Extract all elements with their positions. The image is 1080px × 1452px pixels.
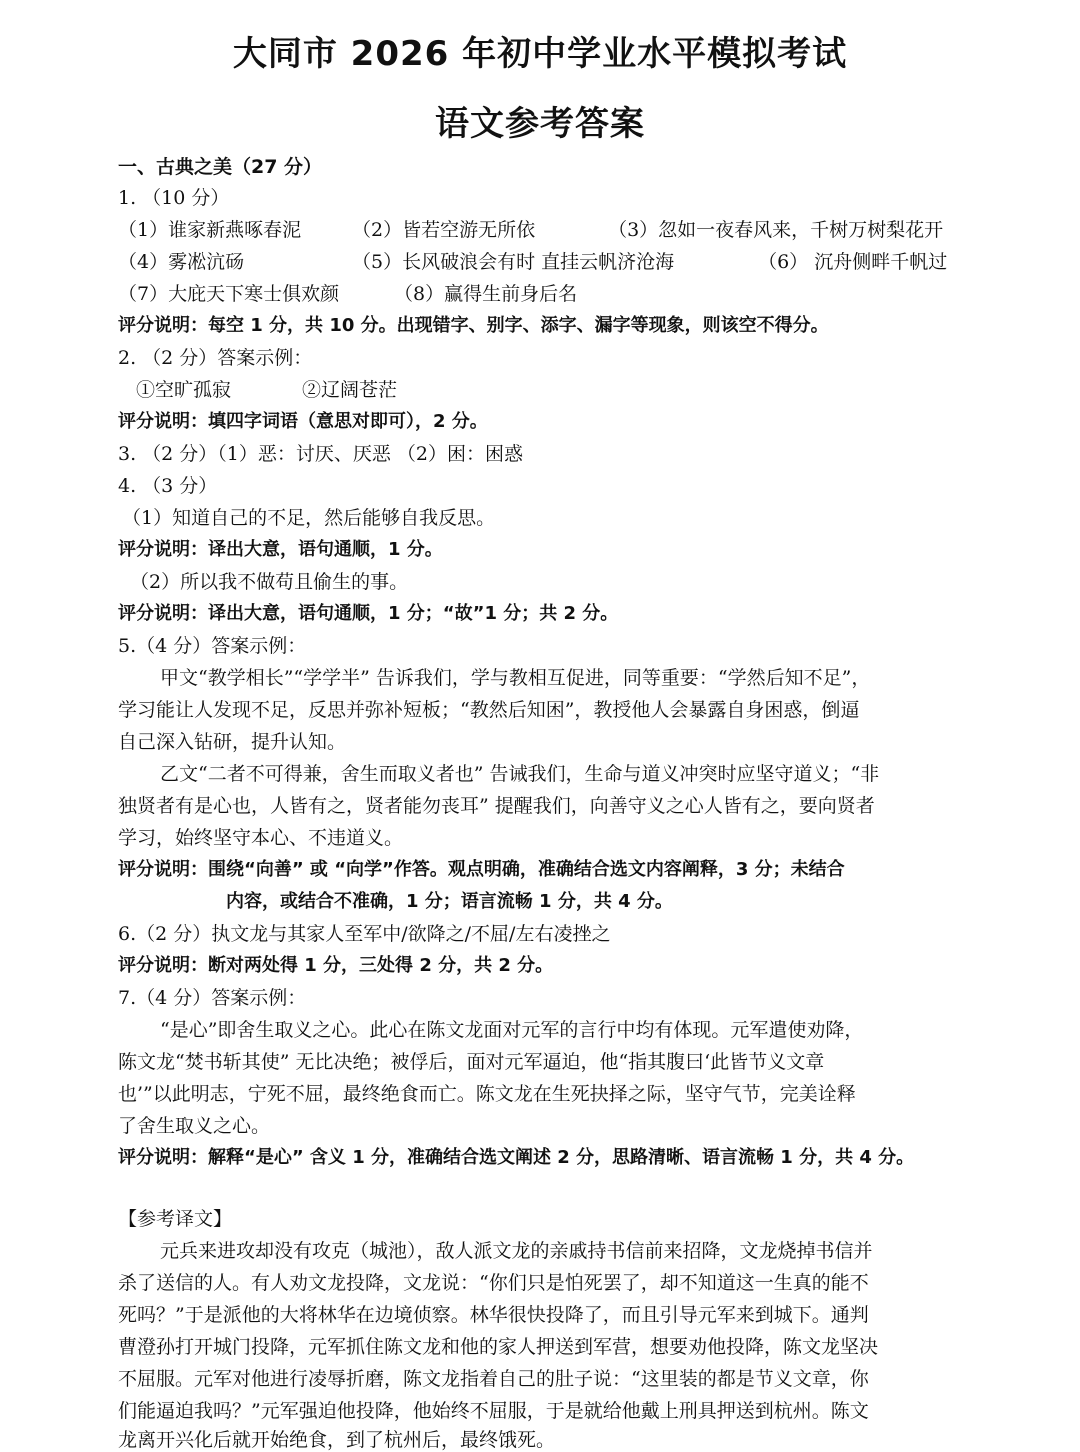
q1-row1 — [118, 218, 943, 242]
answer-6: （6） 沉舟侧畔千帆过 — [758, 251, 948, 273]
q5-p1-line1: 甲文“教学相长”“学学半” 告诉我们，学与教相互促进，同等重要：“学然后知不足”， — [160, 667, 871, 689]
q7-line1: “是心”即舍生取义之心。此心在陈文龙面对元军的言行中均有体现。元军遣使劝降， — [160, 1019, 864, 1041]
q5-p1-line2: 学习能让人发现不足，反思并弥补短板；“教然后知困”，教授他人会暴露自身困惑，倒逼 — [118, 699, 860, 721]
answer-5: （5）长风破浪会有时 直挂云帆济沧海 — [352, 251, 675, 273]
q4-answer-1: （1）知道自己的不足，然后能够自我反思。 — [122, 507, 496, 529]
q5-scoring-1: 评分说明：围绕“向善” 或 “向学”作答。观点明确，准确结合选文内容阐释，3 分；未结合 — [118, 859, 845, 880]
translation-line: 不屈服。元军对他进行凌辱折磨，陈文龙指着自己的肚子说：“这里装的都是节义文章，你 — [118, 1368, 869, 1390]
answer-7: （7）大庇天下寒士俱欢颜 — [118, 283, 340, 305]
q5-p2-line1: 乙文“二者不可得兼，舍生而取义者也” 告诫我们，生命与道义冲突时应坚守道义；“非 — [160, 763, 880, 785]
answer-4: （4）雾凇沆砀 — [118, 251, 245, 273]
q7-line3: 也’”以此明志，宁死不屈，最终绝食而亡。陈文龙在生死抉择之际，坚守气节，完美诠释 — [118, 1083, 856, 1105]
answer-3: （3）忽如一夜春风来，千树万树梨花开 — [608, 219, 944, 241]
q3-label: 3. （2 分）（1）恶：讨厌、厌恶 （2）困：困惑 — [118, 443, 524, 465]
q4-scoring-1: 评分说明：译出大意，语句通顺，1 分。 — [118, 539, 443, 560]
q6-scoring: 评分说明：断对两处得 1 分，三处得 2 分，共 2 分。 — [118, 955, 554, 976]
q5-label: 5.（4 分）答案示例： — [118, 635, 307, 657]
page-title: 大同市 2026 年初中学业水平模拟考试 — [232, 34, 848, 74]
translation-heading: 【参考译文】 — [118, 1208, 233, 1230]
q2-answers — [136, 378, 397, 402]
q2-answer-2: ②辽阔苍茫 — [302, 379, 398, 401]
translation-line: 元兵来进攻却没有攻克（城池），敌人派文龙的亲戚持书信前来招降，文龙烧掉书信并 — [160, 1240, 873, 1262]
answer-1: （1）谁家新燕啄春泥 — [118, 219, 302, 241]
q2-answer-1: ①空旷孤寂 — [136, 379, 232, 401]
q1-row3 — [118, 282, 577, 306]
q4-answer-2: （2）所以我不做苟且偷生的事。 — [130, 571, 409, 593]
translation-line: 龙离开兴化后就开始绝食，到了杭州后，最终饿死。 — [118, 1429, 556, 1451]
translation-line: 死吗？”于是派他的大将林华在边境侦察。林华很快投降了，而且引导元军来到城下。通判 — [118, 1304, 869, 1326]
answer-8: （8）赢得生前身后名 — [394, 283, 578, 305]
q5-scoring-2: 内容，或结合不准确，1 分；语言流畅 1 分，共 4 分。 — [226, 891, 673, 912]
translation-line: 杀了送信的人。有人劝文龙投降，文龙说：“你们只是怕死罢了，却不知道这一生真的能不 — [118, 1272, 869, 1294]
q7-scoring: 评分说明：解释“是心” 含义 1 分，准确结合选文阐述 2 分，思路清晰、语言流畅 1 分，共 4 分。 — [118, 1147, 915, 1168]
translation-line: 曹澄孙打开城门投降，元军抓住陈文龙和他的家人押送到军营，想要劝他投降，陈文龙坚决 — [118, 1336, 879, 1358]
q7-label: 7.（4 分）答案示例： — [118, 987, 307, 1009]
page-subtitle: 语文参考答案 — [435, 104, 645, 144]
q5-p2-line3: 学习，始终坚守本心、不违道义。 — [118, 827, 404, 849]
q7-line2: 陈文龙“焚书斩其使” 无比决绝；被俘后，面对元军逼迫，他“指其腹曰‘此皆节义文章 — [118, 1051, 825, 1073]
q1-scoring: 评分说明：每空 1 分，共 10 分。出现错字、别字、添字、漏字等现象，则该空不得分。 — [118, 315, 829, 336]
translation-line: 们能逼迫我吗？”元军强迫他投降，他始终不屈服，于是就给他戴上刑具押送到杭州。陈文 — [118, 1400, 869, 1422]
q6-label: 6.（2 分）执文龙与其家人至军中/欲降之/不屈/左右凌挫之 — [118, 923, 611, 945]
q2-label: 2. （2 分）答案示例： — [118, 347, 313, 369]
q1-row2 — [118, 250, 947, 274]
q5-p2-line2: 独贤者有是心也，人皆有之，贤者能勿丧耳” 提醒我们，向善守义之心人皆有之，要向贤者 — [118, 795, 875, 817]
q5-p1-line3: 自己深入钻研，提升认知。 — [118, 731, 347, 753]
q4-label: 4. （3 分） — [118, 475, 218, 497]
q4-scoring-2: 评分说明：译出大意，语句通顺，1 分；“故”1 分；共 2 分。 — [118, 603, 619, 624]
q2-scoring: 评分说明：填四字词语（意思对即可），2 分。 — [118, 411, 488, 432]
section-heading: 一、古典之美（27 分） — [118, 156, 323, 178]
answer-2: （2）皆若空游无所依 — [352, 219, 536, 241]
q1-label: 1. （10 分） — [118, 187, 230, 209]
q7-line4: 了舍生取义之心。 — [118, 1115, 271, 1137]
